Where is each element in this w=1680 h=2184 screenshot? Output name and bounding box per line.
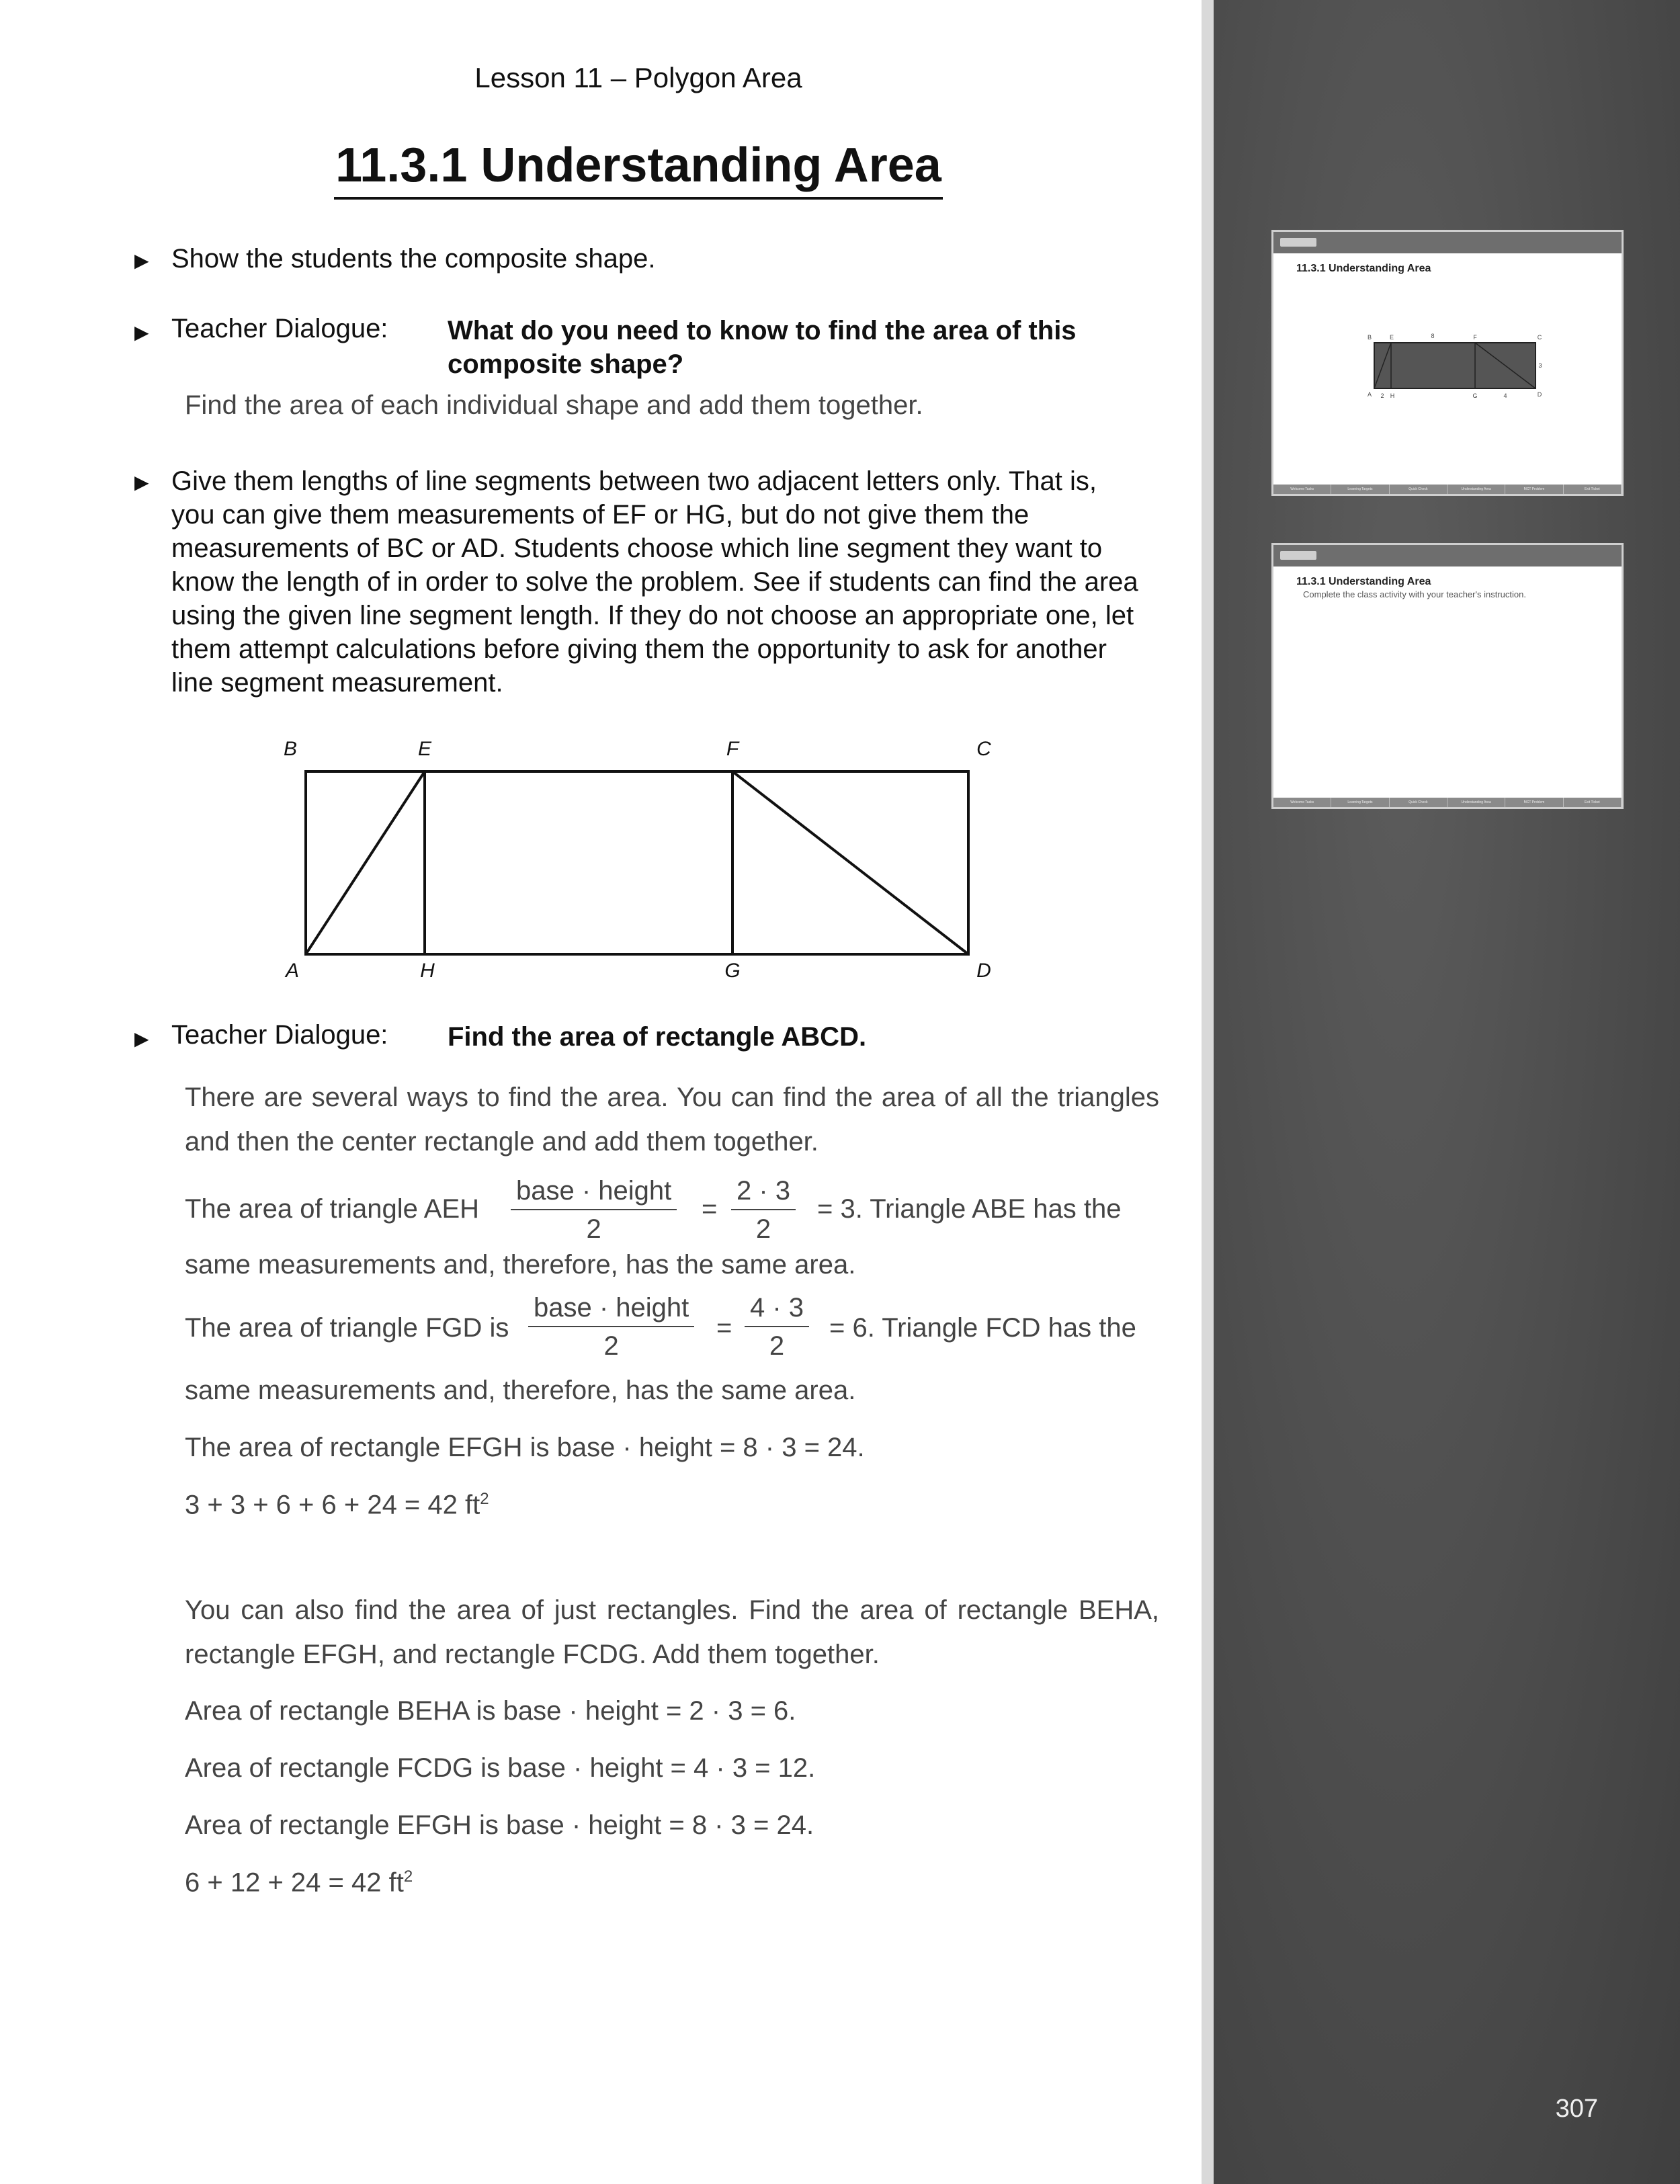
rectangle-abcd <box>306 771 968 954</box>
total-sum-1: 3 + 3 + 6 + 6 + 24 = 42 $ft^2$ <box>185 1490 489 1520</box>
svg-text:3: 3 <box>1538 362 1542 369</box>
segment-ae <box>306 771 425 954</box>
rectangle-efgh-area: The area of rectangle EFGH is base · height = 8 · 3 = 24. <box>185 1433 865 1462</box>
svg-text:D: D <box>1537 391 1542 398</box>
composite-shape-figure <box>255 732 1015 988</box>
total-sum-2: 6 + 12 + 24 = 42 $ft^2$ <box>185 1867 413 1898</box>
svg-text:C: C <box>1537 334 1542 341</box>
dialogue-label: Teacher Dialogue: <box>171 1020 388 1050</box>
rectangle-efgh-area: Area of rectangle EFGH is base · height = 8 · 3 = 24. <box>185 1810 814 1840</box>
svg-text:8: 8 <box>1431 333 1435 339</box>
bullet-marker: ▶ <box>134 250 149 271</box>
bullet-marker: ▶ <box>134 322 149 343</box>
bullet-marker: ▶ <box>134 1028 149 1049</box>
triangle-aeh-result: = 3. Triangle ABE has the <box>817 1194 1122 1224</box>
slide-title: 11.3.1 Understanding Area <box>1296 576 1431 587</box>
vertex-label-d: D <box>976 960 991 982</box>
slide-nav-tabs: Welcome Tasks Learning Targets Quick Check Understanding Area MCT Problem Exit Ticket <box>1273 485 1622 494</box>
rectangle-beha-area: Area of rectangle BEHA is base · height = 2 · 3 = 6. <box>185 1696 796 1726</box>
svg-text:H: H <box>1390 392 1395 399</box>
triangle-aeh-prefix: The area of triangle AEH <box>185 1194 480 1224</box>
fraction-base-height: base · height 2 <box>511 1176 677 1245</box>
vertex-label-a: A <box>285 960 300 982</box>
slide-shape-figure <box>1273 232 1622 494</box>
fraction-base-height: base · height 2 <box>528 1293 694 1361</box>
svg-text:2: 2 <box>1380 392 1384 399</box>
vertex-label-h: H <box>420 960 435 982</box>
dialogue-label: Teacher Dialogue: <box>171 314 388 343</box>
bullet-segment-instructions: Give them lengths of line segments between two adjacent letters only. That is, you can give them measurements of EF or HG, but do not give them the measurements of BC or AD. Students choose which line segment they want to know the length of in order to solve the problem. See if students can find the area using the given line segment length. If they do not choose an appropriate one, let them attempt calculations before giving them the opportunity to ask for another line segment measurement. <box>171 466 1138 698</box>
logo-badge <box>1280 551 1316 560</box>
rectangle-fcdg-area: Area of rectangle FCDG is base · height = 4 · 3 = 12. <box>185 1753 816 1783</box>
segment-fd <box>732 771 968 954</box>
equals-sign: = <box>702 1194 718 1224</box>
bullet-marker: ▶ <box>134 472 149 493</box>
solution-intro: There are several ways to find the area. You can find the area of all the triangles and then the center rectangle and add them together. <box>185 1083 1159 1157</box>
dialogue-answer: Find the area of each individual shape and add them together. <box>185 390 923 420</box>
slide-thumbnail-class-activity[interactable] <box>1271 543 1624 809</box>
svg-text:G: G <box>1472 392 1478 399</box>
equals-sign: = <box>716 1313 732 1343</box>
svg-text:F: F <box>1473 334 1477 341</box>
svg-text:B: B <box>1367 334 1372 341</box>
bullet-show-shape: Show the students the composite shape. <box>171 244 656 274</box>
svg-text:4: 4 <box>1503 392 1507 399</box>
fraction-values: $\frac{4 \cdot 3}{2}$ <box>745 1293 809 1361</box>
slide-subtitle: Complete the class activity with your teacher's instruction. <box>1303 589 1526 599</box>
page-number: 307 <box>1555 2095 1598 2123</box>
svg-text:A: A <box>1367 391 1372 398</box>
triangle-aeh-line2: same measurements and, therefore, has the same area. <box>185 1250 856 1279</box>
vertex-label-e: E <box>417 738 432 760</box>
vertex-label-b: B <box>283 738 298 760</box>
slide-title: 11.3.1 Understanding Area <box>1296 263 1431 274</box>
triangle-fgd-line2: same measurements and, therefore, has the same area. <box>185 1376 856 1405</box>
dialogue-question: What do you need to know to find the area of this composite shape? <box>448 316 1077 379</box>
triangle-fgd-result: = 6. Triangle FCD has the <box>829 1313 1136 1343</box>
svg-text:E: E <box>1389 334 1394 341</box>
page-gutter <box>1202 0 1214 2184</box>
triangle-fgd-prefix: The area of triangle FGD is <box>185 1313 509 1343</box>
slide-nav-tabs: Welcome Tasks Learning Targets Quick Check Understanding Area MCT Problem Exit Ticket <box>1273 798 1622 807</box>
dialogue-question: Find the area of rectangle ABCD. <box>448 1022 867 1052</box>
vertex-label-c: C <box>976 738 991 760</box>
vertex-label-f: F <box>726 738 739 760</box>
fraction-values: $\frac{2 \cdot 3}{2}$ <box>731 1176 796 1245</box>
running-head: Lesson 11 – Polygon Area <box>474 62 802 93</box>
alternative-method-intro: You can also find the area of just rectangles. Find the area of rectangle BEHA, rectangle EFGH, and rectangle FCDG. Add them together. <box>185 1595 1159 1669</box>
page-title: 11.3.1 Understanding Area <box>334 138 943 200</box>
slide-thumbnail-composite-shape[interactable] <box>1271 230 1624 496</box>
vertex-label-g: G <box>724 960 741 982</box>
